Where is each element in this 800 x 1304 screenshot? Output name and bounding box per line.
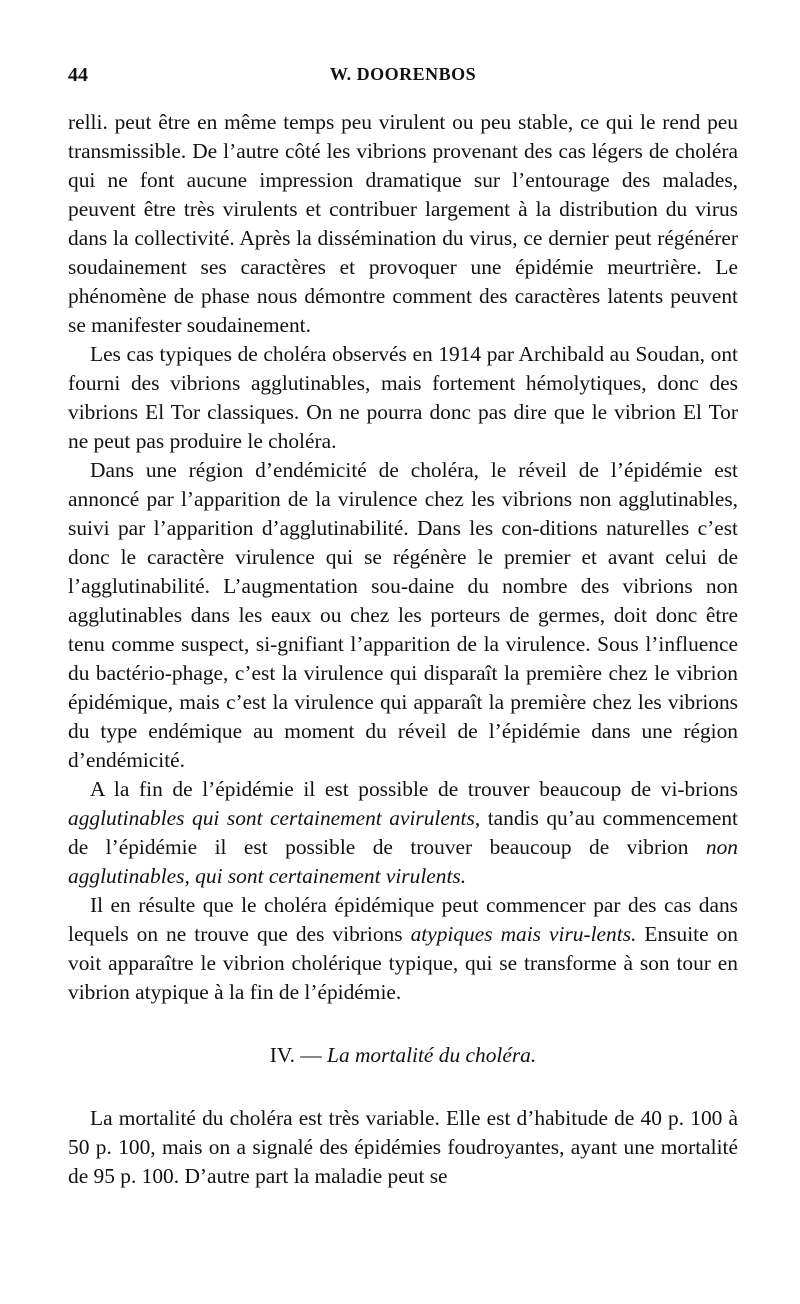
italic-phrase: agglutinables qui sont certainement avirulents: [68, 806, 475, 830]
text-run: Les cas typiques de choléra observés en 1914 par Archibald au Soudan, ont fourni des vibrions agglutinables, mais fortement hémolytiques, donc des vibrions El Tor classiques. On ne pourra donc pas dire que le vibrion El Tor ne peut pas produire le choléra.: [68, 342, 738, 453]
italic-phrase: non agglutinables: [68, 835, 738, 888]
text-run: relli. peut être en même temps peu virulent ou peu stable, ce qui le rend peu transmissible. De l’autre côté les vibrions provenant des cas légers de choléra qui ne font aucune impression dramatique sur l’entourage des malades, peuvent être très virulents et contribuer largement à la distribution du virus dans la collectivité. Après la dissémination du virus, ce dernier peut régénérer soudainement ses caractères et provoquer une épidémie meurtrière. Le phénomène de phase nous démontre comment des caractères latents peuvent se manifester soudainement.: [68, 110, 738, 337]
running-head: [68, 64, 738, 94]
text-run: A la fin de l’épidémie il est possible de trouver beaucoup de vi-brions: [90, 777, 738, 801]
section-heading: [68, 1041, 738, 1070]
text-run: ,: [184, 864, 196, 888]
paragraph-continuation: [68, 108, 738, 340]
text-run: , tandis qu’au commencement de l’épidémie il est possible de trouver beaucoup de vibrion: [68, 806, 739, 859]
section-title: La mortalité du choléra.: [327, 1043, 537, 1067]
paragraph-archibald: [68, 340, 738, 456]
running-title-author: W. DOORENBOS: [329, 64, 477, 84]
body-text: [68, 108, 738, 1191]
italic-phrase: qui sont certainement virulents.: [195, 864, 467, 888]
text-run: Dans une région d’endémicité de choléra, le réveil de l’épidémie est annoncé par l’apparition de la virulence chez les vibrions non agglutinables, suivi par l’apparition d’agglutinabilité. Dans les con-ditions naturelles c’est donc le caractère virulence qui se régénère le premier et avant celui de l’agglutinabilité. L’augmentation sou-daine du nombre des vibrions non agglutinables dans les eaux ou chez les porteurs de germes, doit donc être tenu comme suspect, si-gnifiant l’apparition de la virulence. Sous l’influence du bactério-phage, c’est la virulence qui disparaît la première chez le vibrion épidémique, mais c’est la virulence qui apparaît la première chez les vibrions du type endémique au moment du réveil de l’épidémie dans une région d’endémicité.: [68, 458, 738, 772]
text-run: Il en résulte que le choléra épidémique peut commencer par des cas dans lequels on ne trouve que des vibrions: [68, 893, 738, 946]
text-run: Ensuite on voit apparaître le vibrion cholérique typique, qui se transforme à son tour en vibrion atypique à la fin de l’épidémie.: [68, 922, 738, 1004]
paragraph-mortality: La mortalité du choléra est très variable. Elle est d’habitude de 40 p. 100 à 50 p. 100, mais on a signalé des épidémies foudroyantes, ayant une mortalité de 95 p. 100. D’autre part la maladie peut se: [68, 1106, 738, 1188]
italic-phrase: atypiques mais viru-lents.: [410, 922, 637, 946]
section-number: IV. —: [269, 1043, 322, 1067]
page-number: 44: [68, 64, 88, 86]
paragraph-conclusion: [68, 891, 738, 1007]
paragraph-end-of-epidemic: [68, 775, 738, 891]
paragraph-endemicity: [68, 456, 738, 775]
